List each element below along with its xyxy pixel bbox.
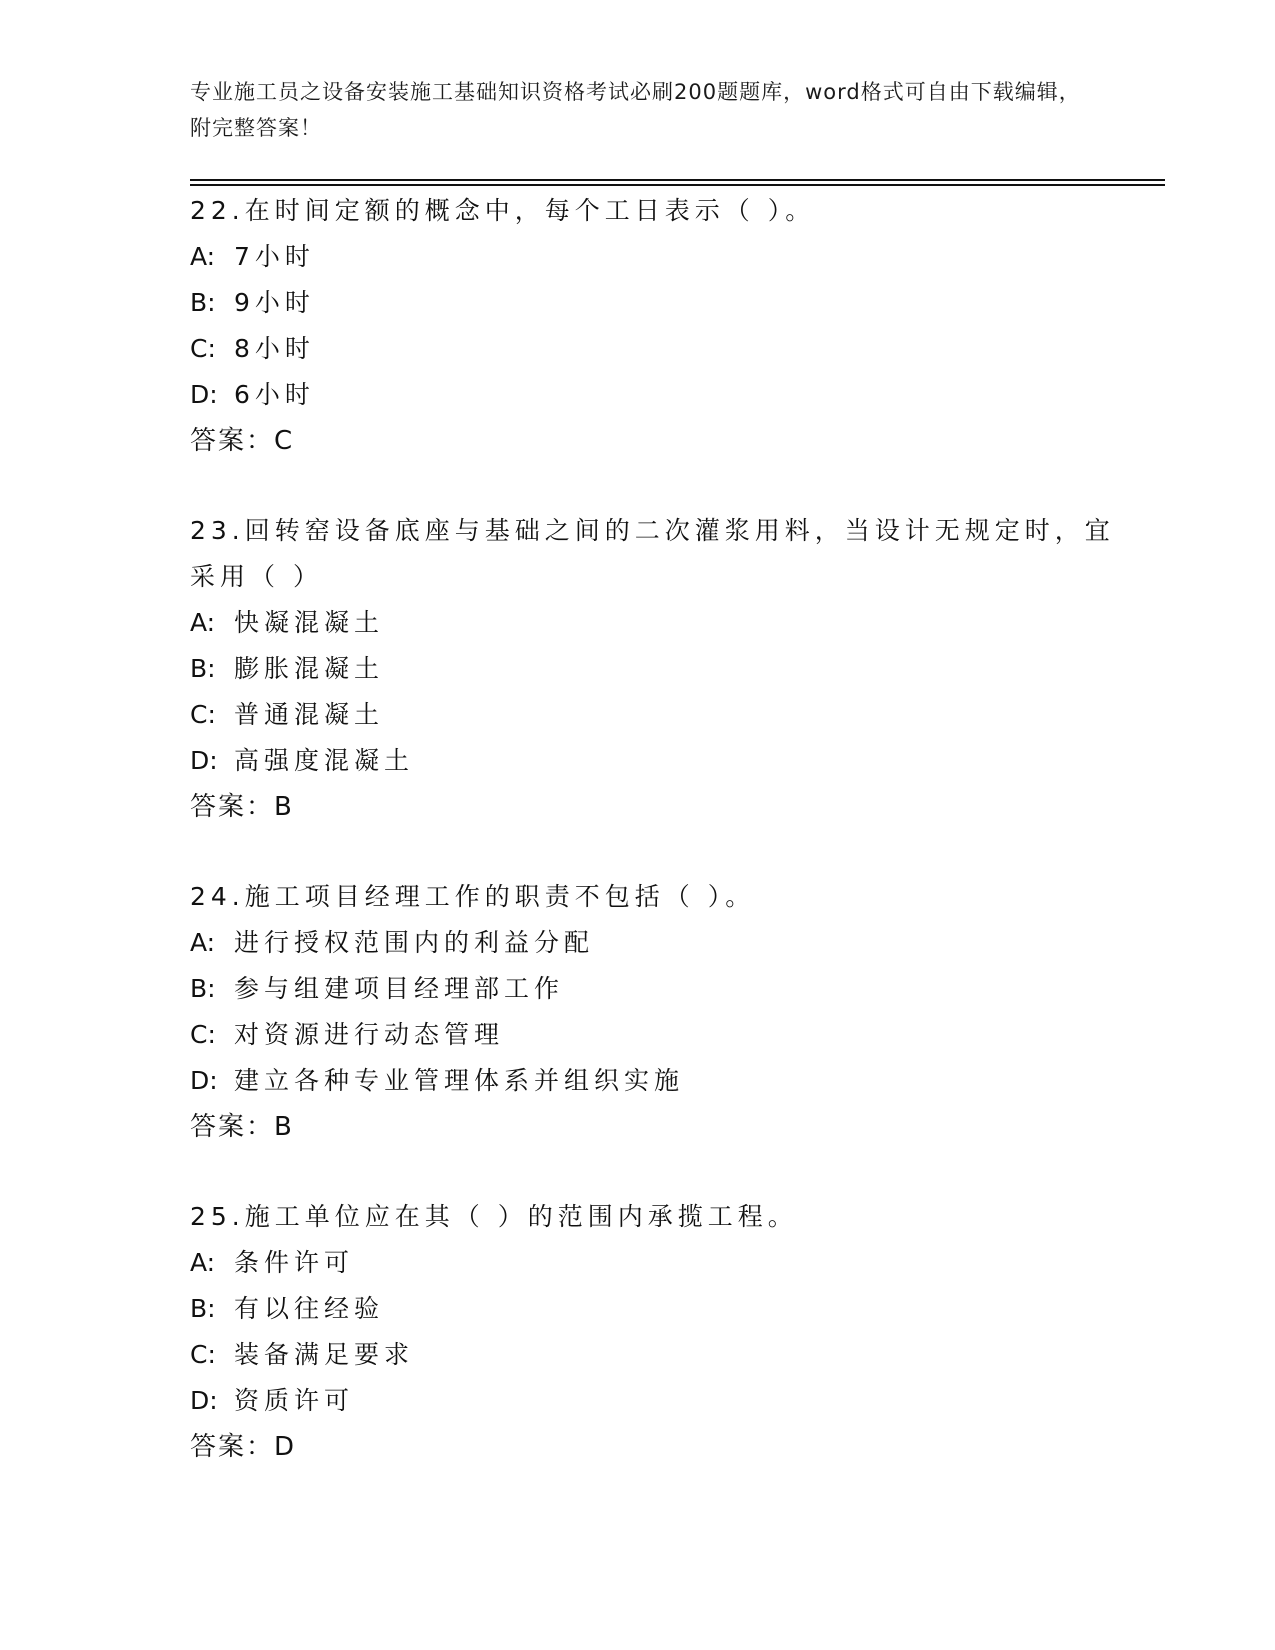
question-list: [190, 188, 1130, 1470]
option-text: 7小时: [234, 242, 315, 271]
option-text: 快凝混凝土: [234, 608, 385, 637]
option-letter: D:: [190, 1066, 218, 1095]
option-letter: C:: [190, 1020, 216, 1049]
option-letter: A:: [190, 928, 216, 957]
option-letter: A:: [190, 1248, 216, 1277]
option-d: [190, 1058, 1130, 1104]
question-23: [190, 508, 1130, 830]
option-b: [190, 1286, 1130, 1332]
option-text: 9小时: [234, 288, 315, 317]
option-c: [190, 1012, 1130, 1058]
answer-label: 答案：: [190, 1112, 275, 1142]
option-letter: C:: [190, 700, 216, 729]
option-letter: D:: [190, 380, 218, 409]
question-22: [190, 188, 1130, 464]
option-b: [190, 646, 1130, 692]
option-text: 膨胀混凝土: [234, 654, 385, 683]
option-text: 条件许可: [234, 1248, 355, 1277]
option-text: 高强度混凝土: [234, 746, 415, 775]
option-a: [190, 600, 1130, 646]
option-d: [190, 1378, 1130, 1424]
option-a: [190, 920, 1130, 966]
option-text: 参与组建项目经理部工作: [234, 974, 565, 1003]
answer-line: [190, 1104, 1130, 1150]
option-letter: B:: [190, 288, 216, 317]
answer-line: [190, 1424, 1130, 1470]
question-stem: 22.在时间定额的概念中，每个工日表示（ ）。: [190, 196, 816, 225]
option-letter: B:: [190, 1294, 216, 1323]
option-letter: B:: [190, 654, 216, 683]
option-d: [190, 738, 1130, 784]
option-c: [190, 326, 1130, 372]
header-rule-bottom: [190, 184, 1165, 186]
answer-label: 答案：: [190, 792, 275, 822]
option-letter: D:: [190, 746, 218, 775]
document-header: 专业施工员之设备安装施工基础知识资格考试必刷200题题库，word格式可自由下载编辑，附完整答案！: [190, 80, 1081, 140]
option-c: [190, 1332, 1130, 1378]
option-text: 有以往经验: [234, 1294, 385, 1323]
question-stem: 24.施工项目经理工作的职责不包括（ ）。: [190, 882, 756, 911]
option-a: [190, 1240, 1130, 1286]
option-letter: B:: [190, 974, 216, 1003]
option-c: [190, 692, 1130, 738]
option-text: 建立各种专业管理体系并组织实施: [234, 1066, 685, 1095]
answer-line: [190, 784, 1130, 830]
option-b: [190, 280, 1130, 326]
question-25: [190, 1194, 1130, 1470]
option-letter: C:: [190, 334, 216, 363]
answer-value: D: [274, 1432, 297, 1462]
option-letter: C:: [190, 1340, 216, 1369]
answer-line: [190, 418, 1130, 464]
option-text: 对资源进行动态管理: [234, 1020, 505, 1049]
answer-label: 答案：: [190, 1432, 275, 1462]
option-text: 装备满足要求: [234, 1340, 415, 1369]
answer-value: B: [274, 1112, 294, 1142]
answer-value: B: [274, 792, 294, 822]
option-text: 6小时: [234, 380, 315, 409]
question-24: [190, 874, 1130, 1150]
answer-value: C: [274, 426, 295, 456]
question-stem: 25.施工单位应在其（ ）的范围内承揽工程。: [190, 1202, 798, 1231]
option-text: 8小时: [234, 334, 315, 363]
option-text: 普通混凝土: [234, 700, 385, 729]
question-stem: 23.回转窑设备底座与基础之间的二次灌浆用料，当设计无规定时，宜采用（ ）: [190, 516, 1115, 591]
header-rule-top: [190, 179, 1165, 181]
option-b: [190, 966, 1130, 1012]
option-letter: A:: [190, 608, 216, 637]
answer-label: 答案：: [190, 426, 275, 456]
option-letter: D:: [190, 1386, 218, 1415]
option-letter: A:: [190, 242, 216, 271]
option-text: 进行授权范围内的利益分配: [234, 928, 595, 957]
option-text: 资质许可: [234, 1386, 355, 1415]
option-d: [190, 372, 1130, 418]
option-a: [190, 234, 1130, 280]
